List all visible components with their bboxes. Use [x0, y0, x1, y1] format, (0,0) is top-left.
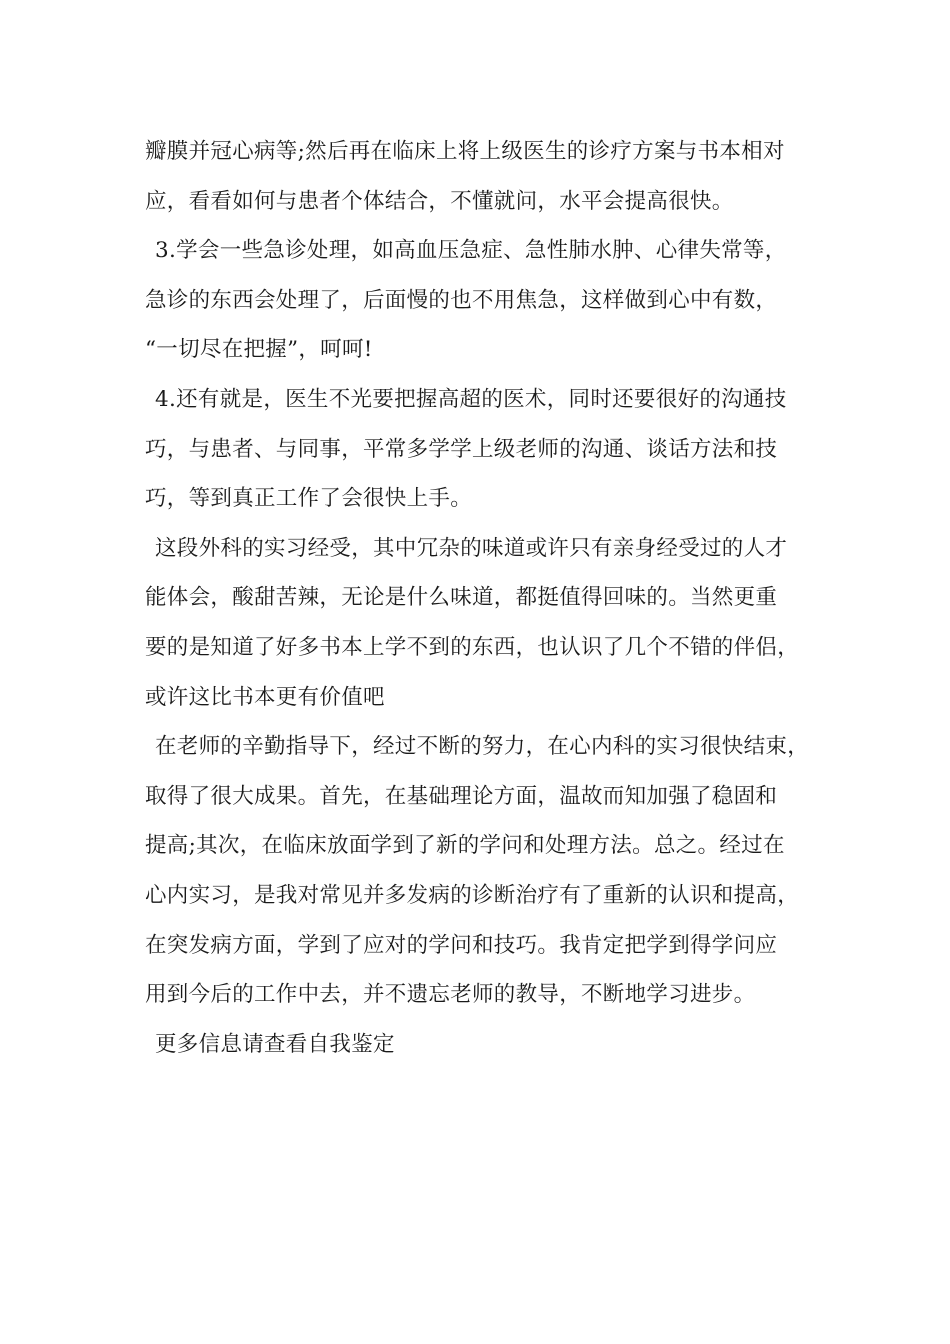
text-line-8: 巧，等到真正工作了会很快上手。	[145, 486, 473, 512]
text-line-18: 用到今后的工作中去，并不遗忘老师的教导，不断地学习进步。	[145, 982, 756, 1008]
text-line-17: 在突发病方面，学到了应对的学问和技巧。我肯定把学到得学问应	[145, 932, 778, 958]
text-line-16: 心内实习，是我对常见并多发病的诊断治疗有了重新的认识和提高，	[145, 882, 800, 908]
text-line-13: 在老师的辛勤指导下，经过不断的努力，在心内科的实习很快结束，	[155, 734, 810, 760]
text-line-15: 提高;其次，在临床放面学到了新的学问和处理方法。总之。经过在	[145, 833, 785, 859]
text-line-14: 取得了很大成果。首先，在基础理论方面，温故而知加强了稳固和	[145, 783, 778, 809]
document-body	[145, 127, 825, 1069]
text-line-5: “一切尽在把握”，呵呵!	[145, 337, 373, 363]
text-line-2: 应，看看如何与患者个体结合，不懂就问，水平会提高很快。	[145, 188, 734, 214]
text-line-1: 瓣膜并冠心病等;然后再在临床上将上级医生的诊疗方案与书本相对	[145, 139, 785, 164]
text-line-9: 这段外科的实习经受，其中冗杂的味道或许只有亲身经受过的人才	[155, 535, 788, 561]
text-line-19: 更多信息请查看自我鉴定	[155, 1031, 395, 1057]
text-line-10: 能体会，酸甜苦辣，无论是什么味道，都挺值得回味的。当然更重	[145, 585, 778, 611]
text-line-4: 急诊的东西会处理了，后面慢的也不用焦急，这样做到心中有数，	[145, 287, 778, 313]
text-line-12: 或许这比书本更有价值吧	[145, 684, 385, 710]
text-line-3: 3.学会一些急诊处理，如高血压急症、急性肺水肿、心律失常等，	[155, 238, 787, 264]
text-line-7: 巧，与患者、与同事，平常多学学上级老师的沟通、谈话方法和技	[145, 436, 778, 462]
text-line-11: 要的是知道了好多书本上学不到的东西，也认识了几个不错的伴侣，	[145, 634, 800, 660]
text-line-6: 4.还有就是，医生不光要把握高超的医术，同时还要很好的沟通技	[155, 386, 787, 412]
